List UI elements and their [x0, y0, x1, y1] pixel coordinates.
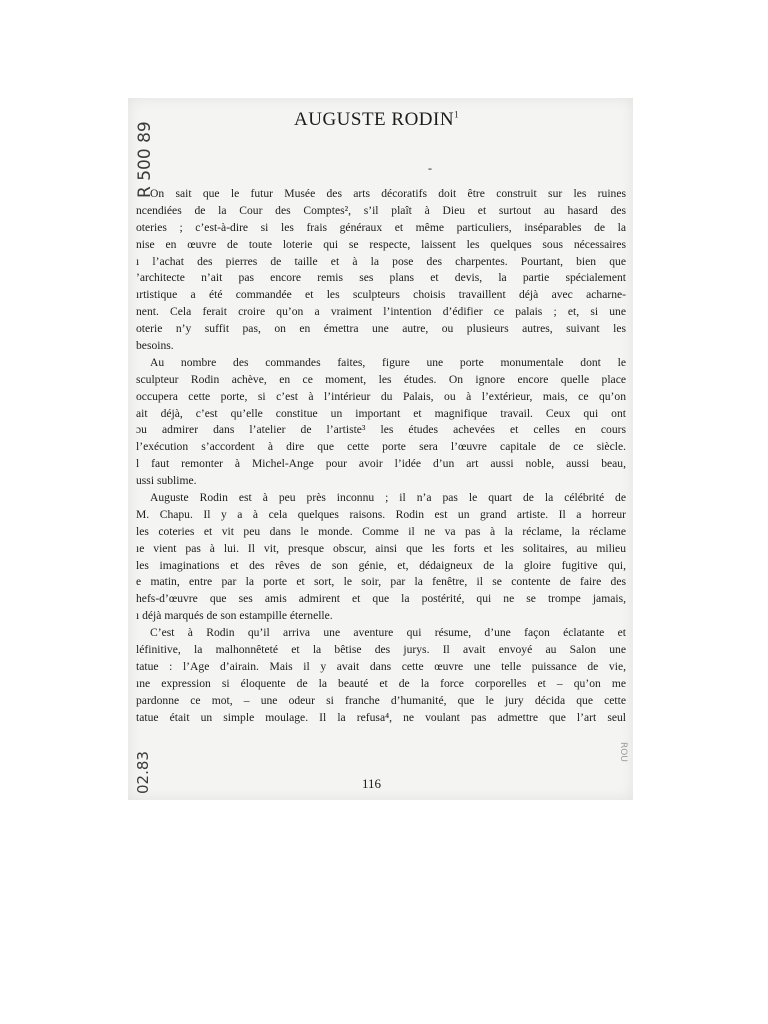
text-line: l faut remonter à Michel-Ange pour avoir l’idée d’un art aussi noble, aussi beau, [136, 457, 626, 471]
page-title [294, 109, 494, 131]
text-line: nent. Cela ferait croire qu’on a vraiment l’intention d’édifier ce palais ; et, si une [136, 305, 626, 319]
text-line: C’est à Rodin qu’il arriva une aventure qui résume, d’une façon éclatante et [150, 626, 626, 640]
text-line: nise en œuvre de toute loterie qui se respecte, laissent les quelques sous nécessaires [136, 237, 626, 251]
margin-stamp [615, 738, 633, 798]
text-line: oterie n’y suffit pas, on en émettra une autre, ou plusieurs autres, suivant les [136, 322, 626, 336]
text-line: pardonne ce mot, – une odeur si franche d’humanité, que le jury décida que cette [136, 693, 626, 707]
text-line: ussi sublime. [136, 474, 197, 488]
text-line: e matin, entre par la porte et sort, le soir, par la fenêtre, il se contente de faire des [136, 575, 626, 589]
text-line: ait déjà, c’est qu’elle constitue un important et magnifique travail. Ceux qui ont [136, 406, 626, 420]
separator-mark: - [428, 161, 432, 175]
scanned-page [128, 98, 633, 800]
margin-stamp-text: ROU [618, 742, 628, 762]
text-line: ’architecte n’ait pas encore remis ses plans et devis, la partie spécialement [136, 271, 626, 285]
text-line: M. Chapu. Il y a à cela quelques raisons. Rodin est un grand artiste. Il a horreur [136, 507, 626, 521]
text-line: l’exécution s’accordent à dire que cette porte sera l’œuvre capitale de ce siècle. [136, 440, 626, 454]
text-line: ı déjà marqués de son estampille éternelle. [136, 609, 333, 623]
handwritten-date [130, 708, 156, 798]
text-line: Au nombre des commandes faites, figure une porte monumentale dont le [150, 355, 626, 369]
text-line: ı l’achat des pierres de taille et à la pose des charpentes. Pourtant, bien que [136, 254, 626, 268]
text-line: sculpteur Rodin achève, en ce moment, les études. On ignore encore quelle place [136, 372, 626, 386]
body-text [136, 186, 626, 727]
title-text: AUGUSTE RODIN [294, 109, 455, 130]
text-line: les coteries et vit peu dans le monde. Comme il ne va pas à la réclame, la réclame [136, 524, 626, 538]
text-line: occupera cette porte, si c’est à l’intérieur du Palais, ou à l’extérieur, mais, ce qu’on [136, 389, 626, 403]
text-line: ıe vient pas à lui. Il vit, presque obscur, ainsi que les forts et les solitaires, au milieu [136, 541, 626, 555]
text-line: hefs-d’œuvre que ses amis admirent et que la postérité, qui ne se trompe jamais, [136, 592, 626, 606]
text-line: léfinitive, la malhonnêteté et la bêtise des jurys. Il avait envoyé au Salon une [136, 643, 626, 657]
page-number: 116 [362, 776, 382, 791]
text-line: ɔu admirer dans l’atelier de l’artiste³ les études achevées et celles en cours [136, 423, 626, 437]
handwritten-bottom-text: 02.83 [134, 751, 152, 794]
text-line: ıne expression si éloquente de la beauté et de la force corporelles et – qu’on me [136, 676, 626, 690]
text-line: ncendiées de la Cour des Comptes², s’il plaît à Dieu et surtout au hasard des [136, 203, 626, 217]
text-line: ırtistique a été commandée et les sculpteurs choisis travaillent déjà avec acharne- [136, 288, 626, 302]
text-line: besoins. [136, 339, 174, 353]
paragraph [136, 186, 626, 355]
handwritten-top-text: R 500 89 [135, 121, 155, 198]
text-line: les imaginations et des rêves de son génie, et, dédaigneux de la gloire fugitive qui, [136, 558, 626, 572]
title-footnote-marker: 1 [454, 109, 460, 120]
text-line: On sait que le futur Musée des arts décoratifs doit être construit sur les ruines [150, 187, 626, 200]
paragraph [136, 625, 626, 726]
text-line: Auguste Rodin est à peu près inconnu ; il n’a pas le quart de la célébrité de [150, 491, 626, 505]
paragraph [136, 355, 626, 490]
text-line: tatue était un simple moulage. Il la refusa⁴, ne voulant pas admettre que l’art seul [136, 710, 626, 724]
text-line: oteries ; c’est-à-dire si les frais généraux et même particuliers, inséparables de la [136, 220, 626, 234]
text-line: tatue : l’Age d’airain. Mais il y avait dans cette œuvre une telle puissance de vie, [136, 659, 626, 673]
paragraph [136, 490, 626, 625]
